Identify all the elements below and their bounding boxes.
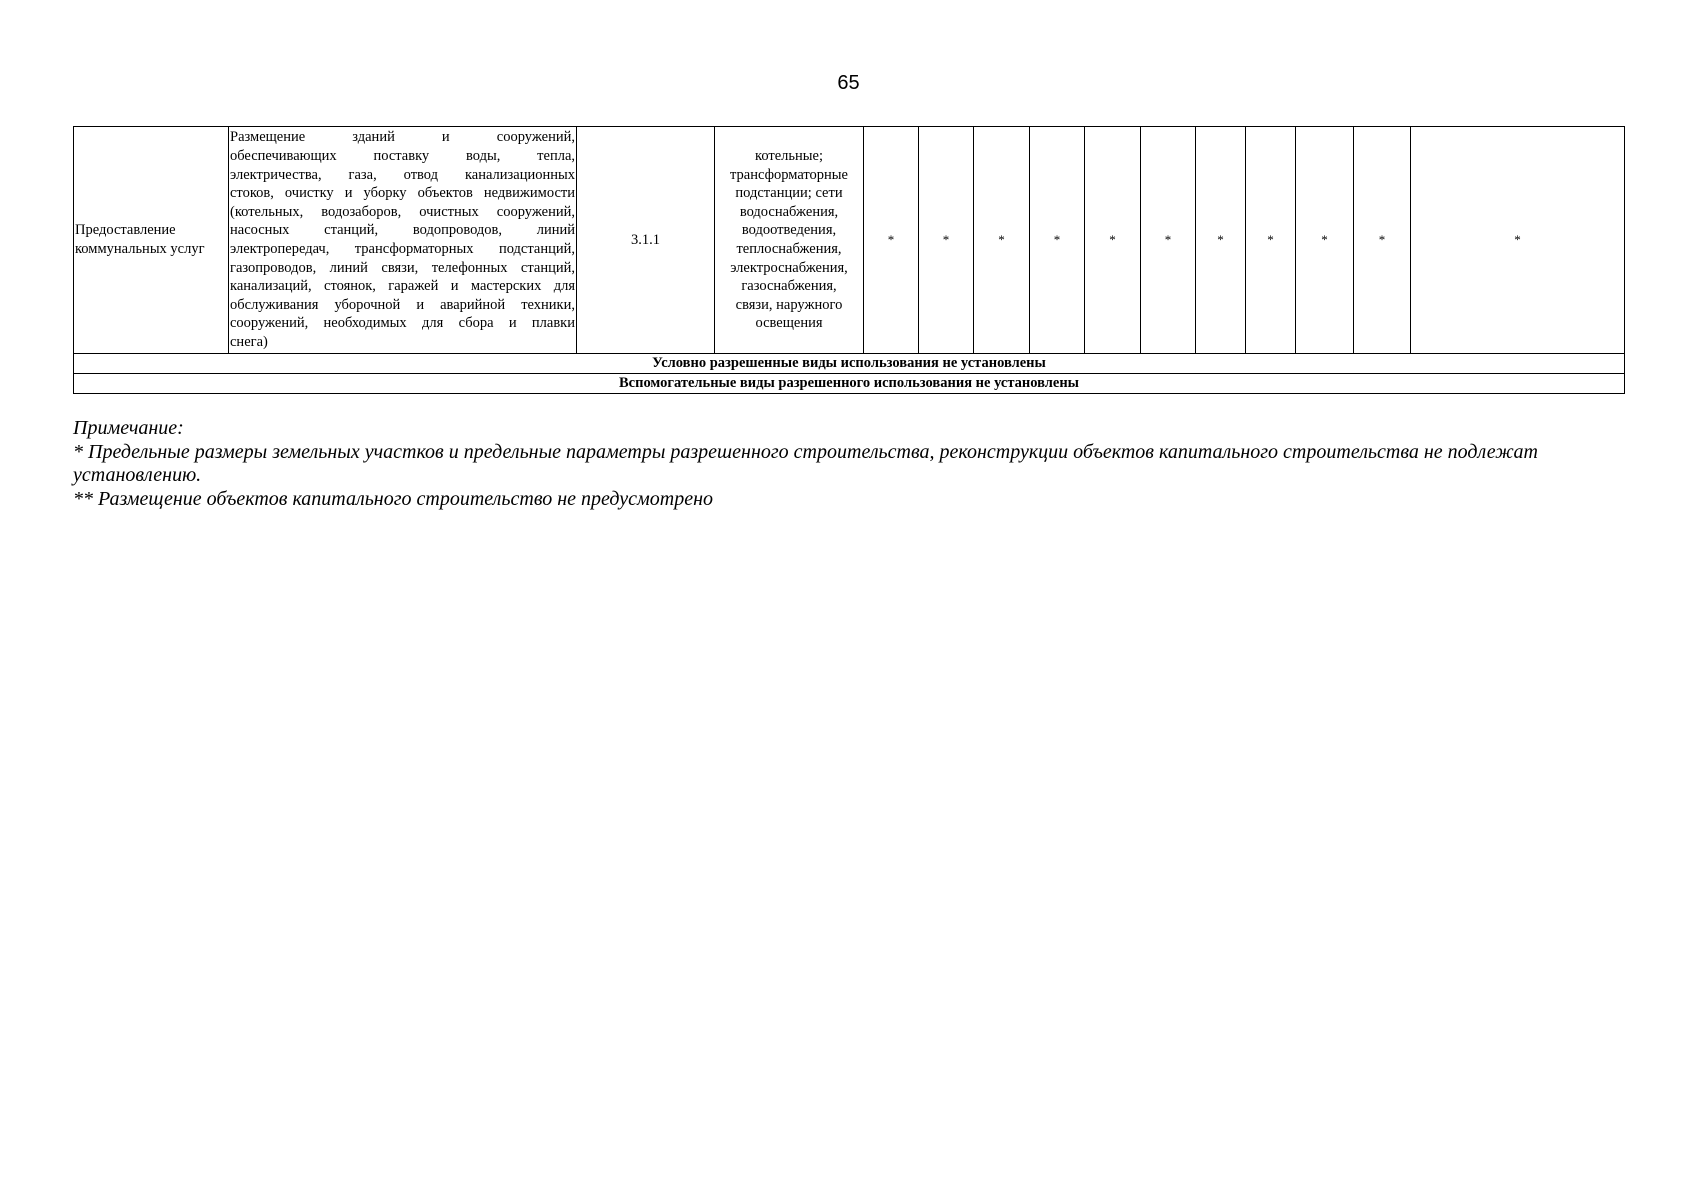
parameter-cell: * xyxy=(1030,127,1085,354)
parameter-cell: * xyxy=(1196,127,1246,354)
description-line: сооружений, необходимых для сбора и плавки xyxy=(230,315,575,332)
parameter-cell: * xyxy=(1296,127,1354,354)
description-line: газопроводов, линий связи, телефонных станций, xyxy=(230,259,575,276)
objects-line: котельные; xyxy=(755,148,823,165)
description-line: обслуживания уборочной и аварийной техники, xyxy=(230,296,575,313)
objects-line: водоснабжения, xyxy=(739,203,839,220)
parameter-cell: * xyxy=(1085,127,1141,354)
note-1: * Предельные размеры земельных участков и предельные параметры разрешенного строительства, реконструкции объектов капитального строительства не подлежат установлению. xyxy=(73,440,1538,486)
land-use-table xyxy=(73,126,1625,394)
objects-line: связи, наружного xyxy=(735,296,843,313)
description-line: насосных станций, водопроводов, линий xyxy=(230,222,575,239)
use-description-cell xyxy=(229,127,577,354)
use-name-cell: Предоставление коммунальных услуг xyxy=(74,127,229,354)
parameter-cell: * xyxy=(974,127,1030,354)
parameter-cell: * xyxy=(1246,127,1296,354)
parameter-cell: * xyxy=(919,127,974,354)
parameter-cell: * xyxy=(1411,127,1625,354)
auxiliary-uses-row xyxy=(74,374,1625,394)
objects-line: освещения xyxy=(755,315,823,332)
objects-line: электроснабжения, xyxy=(730,259,848,276)
description-line: электропередач, трансформаторных подстанций, xyxy=(230,241,575,257)
objects-line: водоотведения, xyxy=(741,222,837,239)
description-line: (котельных, водозаборов, очистных сооружений, xyxy=(230,203,575,220)
permitted-objects-cell xyxy=(715,127,864,354)
description-line: снега) xyxy=(230,333,268,350)
conditional-uses-row xyxy=(74,354,1625,374)
parameter-cell: * xyxy=(864,127,919,354)
description-line: канализаций, стоянок, гаражей и мастерских для xyxy=(230,278,575,295)
use-code-cell: 3.1.1 xyxy=(577,127,715,354)
parameter-cell: * xyxy=(1354,127,1411,354)
auxiliary-uses-banner: Вспомогательные виды разрешенного использования не установлены xyxy=(74,374,1625,394)
notes xyxy=(73,417,1633,511)
description-line: электричества, газа, отвод канализационных xyxy=(230,166,575,183)
note-2: ** Размещение объектов капитального строительство не предусмотрено xyxy=(73,487,714,510)
description-line: обеспечивающих поставку воды, тепла, xyxy=(230,148,575,165)
description-line: стоков, очистку и уборку объектов недвижимости xyxy=(230,185,575,202)
description-line: Размещение зданий и сооружений, xyxy=(230,129,575,146)
notes-heading: Примечание: xyxy=(73,417,184,439)
table-row xyxy=(74,127,1625,354)
page-number: 65 xyxy=(837,72,860,94)
conditional-uses-banner: Условно разрешенные виды использования не установлены xyxy=(74,354,1625,374)
objects-line: подстанции; сети xyxy=(735,185,843,202)
objects-line: теплоснабжения, xyxy=(736,241,842,257)
objects-line: трансформаторные xyxy=(730,166,848,183)
objects-line: газоснабжения, xyxy=(741,278,837,295)
parameter-cell: * xyxy=(1141,127,1196,354)
